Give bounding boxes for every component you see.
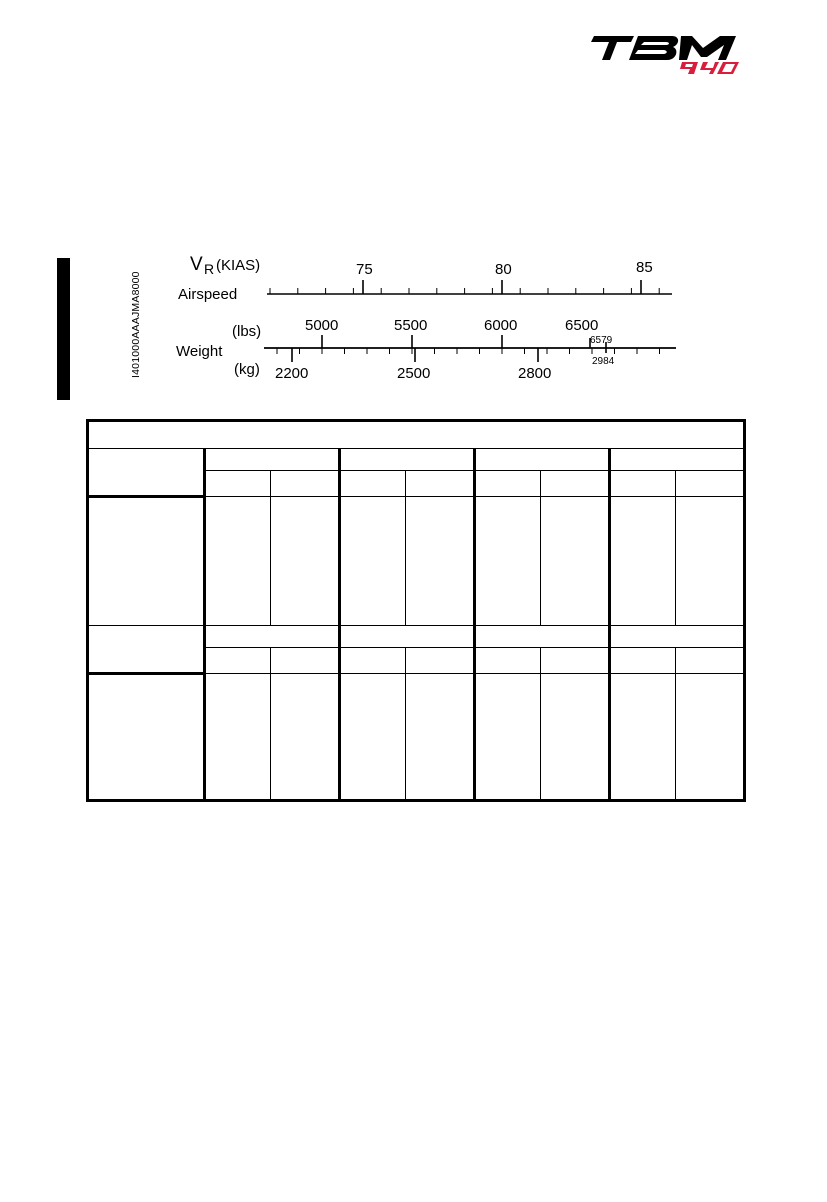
subheader	[340, 471, 406, 497]
table-cell	[541, 674, 610, 801]
table-cell	[406, 674, 475, 801]
kg-unit: (kg)	[234, 361, 260, 378]
group-header-3b	[475, 626, 610, 648]
subheader	[406, 648, 475, 674]
table-cell	[406, 497, 475, 626]
model-940	[680, 62, 739, 74]
table-cell	[205, 497, 271, 626]
performance-table	[86, 419, 746, 802]
tbm-wordmark	[591, 36, 736, 60]
tbm-940-logo	[588, 32, 744, 74]
subheader	[271, 471, 340, 497]
kg-max: 2984	[592, 356, 615, 367]
table-cell	[676, 674, 745, 801]
lbs-unit: (lbs)	[232, 323, 262, 340]
subheader	[340, 648, 406, 674]
subheader	[205, 648, 271, 674]
subheader	[541, 648, 610, 674]
lbs-tick-6500: 6500	[565, 317, 599, 334]
subheader	[271, 648, 340, 674]
revision-bar	[57, 258, 70, 400]
subheader	[205, 471, 271, 497]
table-cell	[271, 497, 340, 626]
table-cell	[205, 674, 271, 801]
subheader	[406, 471, 475, 497]
kg-tick-2500: 2500	[397, 365, 431, 380]
table-cell	[541, 497, 610, 626]
group-header-1b	[205, 626, 340, 648]
weight-label: Weight	[176, 343, 223, 360]
table-cell	[340, 674, 406, 801]
subheader	[541, 471, 610, 497]
subheader	[610, 648, 676, 674]
table-cell	[475, 497, 541, 626]
group-header-2b	[340, 626, 475, 648]
table-cell	[271, 674, 340, 801]
lbs-max: 6579	[590, 335, 613, 346]
airspeed-tick-85: 85	[636, 259, 653, 276]
group-header-3	[475, 449, 610, 471]
table-cell	[610, 674, 676, 801]
table-title	[88, 421, 745, 449]
airspeed-tick-75: 75	[356, 261, 373, 278]
group-header-2	[340, 449, 475, 471]
table-cell	[475, 674, 541, 801]
vr-label: V	[190, 254, 203, 275]
kg-tick-2200: 2200	[275, 365, 309, 380]
lbs-tick-5500: 5500	[394, 317, 428, 334]
kg-tick-2800: 2800	[518, 365, 552, 380]
figure-reference-code: I401000AAAJMA8000	[130, 271, 142, 378]
table-cell	[610, 497, 676, 626]
row-label-1	[88, 497, 205, 626]
subheader	[676, 471, 745, 497]
subheader	[610, 471, 676, 497]
airspeed-tick-80: 80	[495, 261, 512, 278]
vr-unit: (KIAS)	[216, 257, 261, 274]
group-header-4b	[610, 626, 745, 648]
group-header-1	[205, 449, 340, 471]
lbs-tick-5000: 5000	[305, 317, 339, 334]
vr-subscript: R	[204, 261, 215, 277]
vr-weight-scale	[160, 250, 700, 380]
subheader	[475, 648, 541, 674]
subheader	[676, 648, 745, 674]
row-header-2	[88, 626, 205, 674]
row-label-2	[88, 674, 205, 801]
table-cell	[676, 497, 745, 626]
subheader	[475, 471, 541, 497]
lbs-tick-6000: 6000	[484, 317, 518, 334]
group-header-4	[610, 449, 745, 471]
table-cell	[340, 497, 406, 626]
row-header-1	[88, 449, 205, 497]
airspeed-label: Airspeed	[178, 286, 238, 303]
